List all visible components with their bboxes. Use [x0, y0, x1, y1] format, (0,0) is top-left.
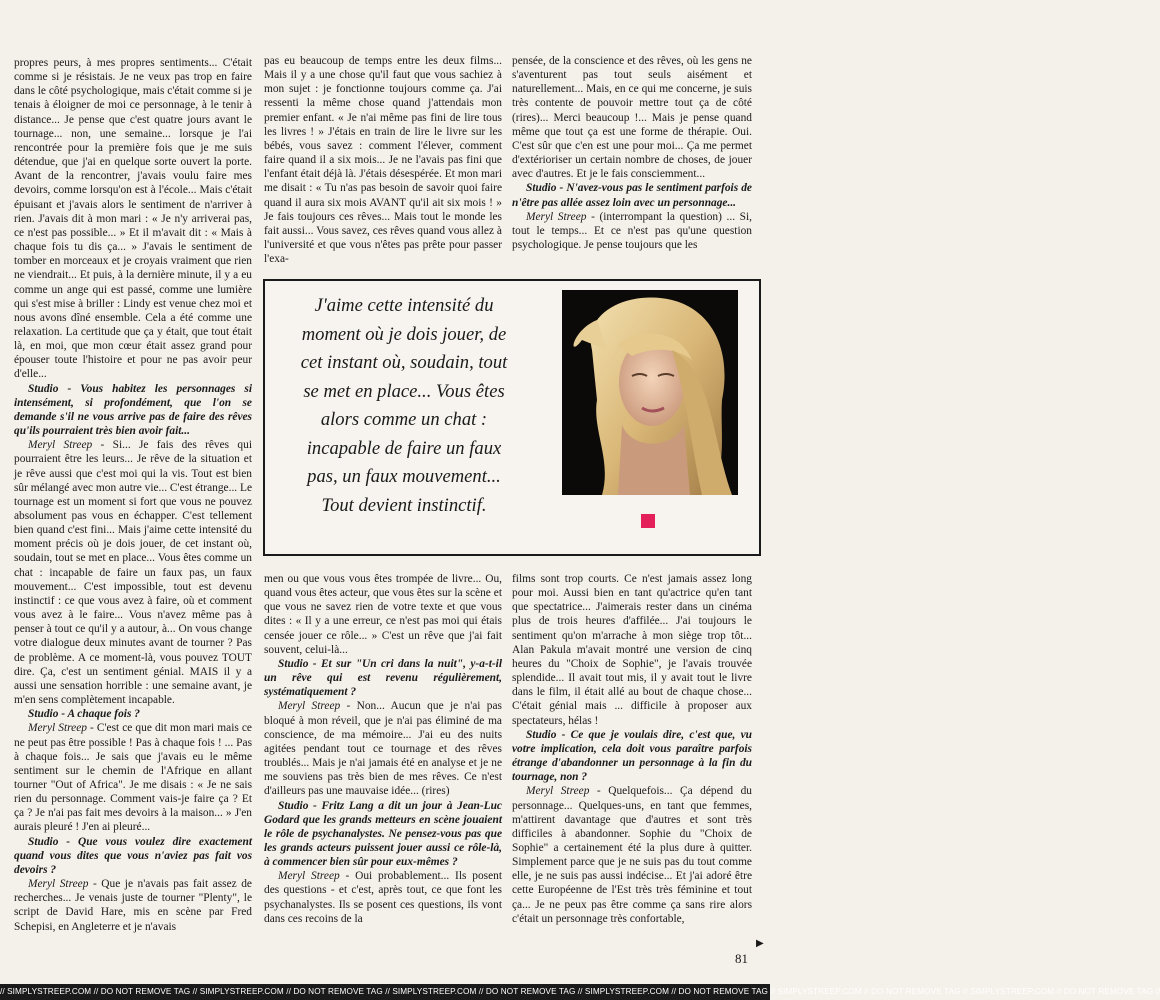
paragraph-text: Quelquefois... Ça dépend du personnage... Quelques-uns, en tant que femmes, m'attirent davantage que d'autres et sont très difficiles à abandonner. Sophie du "Choix de Sophie" a certainement été la plus dure à quitter. Simplement parce que je ne suis pas du tout comme elle, je ne suis pas aussi indécise... Et j'ai adoré être cette Européenne de l'Est très très féminine et tout ça... Je ne peux pas être comme ça sans rire alors c'était un personnage très confortable, [512, 785, 752, 925]
column-2-bottom [264, 572, 502, 926]
paragraph-text: C'est ce que dit mon mari mais ce ne peut pas être possible ! Pas à chaque fois ! ... Pas à chaque fois... Je sais que j'avais eu le même sentiment sur le chemin de l'Afrique en allant tourner "Out of Africa". Je me disais : « Je ne sais rien du personnage. Comment vais-je faire ça ? Et ça ? Je n'ai pas fait mes devoirs à la maison... » J'en aurais pleuré ! J'en ai pleuré... [14, 722, 252, 834]
paragraph-text: propres peurs, à mes propres sentiments... C'était comme si je résistais. Je ne veux pas trop en faire dans le côté psychologique, mais c'était comme si je tenais à éloigner de moi ce personnage, à le tenir à distance... Je pense que c'est quatre jours avant le tournage... non, une semaine... lorsque je l'ai rencontrée pour la première fois que je me suis détendue, que j'ai en quelque sorte ouvert la porte. Avant de la rencontrer, j'avais voulu faire mes devoirs, comme lorsqu'on est à l'école... Mais c'était épuisant et j'avais alors le sentiment de n'arriver à rien. J'avais dit à mon mari : « Je n'y arriverai pas, ce n'est pas possible... » Et il m'avait dit : « Mais à chaque fois tu dis ça... » J'avais le sentiment de tomber en morceaux et je croyais vraiment que rien ne viendrait... Et puis, à la dernière minute, il y a eu comme un ange qui est passé, comme une lumière qui s'est mise à briller : Lindy est venue chez moi et nous avons dîné ensemble. Cela a été comme une relaxation. La certitude que ça y était, que tout était là, en moi, que mon cœur était assez grand pour épouser toute l'histoire et pour ne pas avoir peur d'elle... [14, 57, 252, 381]
speaker-label: Meryl Streep - [28, 878, 102, 891]
interview-question [14, 835, 252, 877]
paragraph [14, 56, 252, 382]
paragraph-text: Studio - A chaque fois ? [28, 708, 140, 721]
column-2-top [264, 54, 502, 266]
paragraph-text: Studio - Fritz Lang a dit un jour à Jean-Luc Godard que les grands metteurs en scène jouaient le rôle de psychanalystes. Ne pensez-vous pas que les grands acteurs puissent jouer aussi ce rôle-là, à commencer bien sûr pour eux-mêmes ? [264, 799, 502, 869]
paragraph [14, 877, 252, 934]
interview-question [512, 728, 752, 785]
paragraph [14, 721, 252, 834]
column-3-bottom [512, 572, 752, 926]
paragraph-text: Non... Aucun que je n'ai pas bloqué à mon réveil, que je n'ai pas éliminé de ma conscience, de ma mémoire... J'ai eu des nuits agitées pendant tout ce tournage et des rêves troublés... Mais je n'ai jamais été en analyse et je ne me souviens pas très bien de mes rêves. Ce n'est d'ailleurs pas une mauvaise idée... (rires) [264, 700, 502, 798]
paragraph [264, 572, 502, 657]
paragraph-text: Studio - Ce que je voulais dire, c'est que, vu votre implication, cela doit vous paraître parfois étrange d'abandonner un personnage à la fin du tournage, non ? [512, 728, 752, 784]
interview-question [264, 799, 502, 870]
paragraph-text: Studio - Vous habitez les personnages si intensément, si profondément, que l'on se demande s'il ne vous arrive pas de faire des rêves qu'ils pourraient très bien avoir fait... [14, 382, 252, 438]
page-number: 81 [735, 951, 748, 966]
paragraph-text: men ou que vous vous êtes trompée de livre... Ou, quand vous êtes acteur, que vous êtes sur la scène et que vous ne savez rien de votre texte et que vous dites : « Il y a une erreur, ce n'est pas moi qui étais censée jouer ce rôle... » C'est un rêve que j'ai fait souvent, celui-là... [264, 573, 502, 656]
paragraph-text: Que je n'avais pas fait assez de recherches... Je venais juste de tourner "Plenty", le script de David Hare, mis en scène par Fred Schepisi, en Angleterre et je n'avais [14, 878, 252, 933]
paragraph-text: pas eu beaucoup de temps entre les deux films... Mais il y a une chose qu'il faut que vous sachiez à mon sujet : je fonctionne toujours comme ça. J'ai ressenti la même chose quand j'attendais mon premier enfant. « Je n'ai même pas fini de lire tous les livres ! » J'étais en train de lire le livre sur les bébés, vous savez : comment l'élever, comment faire quand il a six mois... Je ne l'avais pas fini que l'enfant était déjà là. J'étais désespérée. Et mon mari me disait : « Tu n'as pas besoin de savoir quoi faire quand il aura six mois AVANT qu'il ait six mois ! » Je fais toujours ces rêves... Mais tout le monde les fait aussi... Vous savez, ces rêves quand vous allez à l'université et que vous n'êtes pas prête pour passer l'exa- [264, 55, 502, 266]
pull-quote: J'aime cette intensité du moment où je dois jouer, de cet instant où, soudain, tout se met en place... Vous êtes alors comme un chat : incapable de faire un faux pas, un faux mouvement... Tout devient instinctif. [300, 295, 508, 516]
speaker-label: Meryl Streep - [278, 700, 357, 713]
interview-question [264, 657, 502, 699]
paragraph-text: Studio - Et sur "Un cri dans la nuit", y-a-t-il un rêve qui est revenu régulièrement, systématiquement ? [264, 657, 502, 699]
interview-question [14, 382, 252, 439]
continue-arrow-icon: ▶ [756, 938, 764, 949]
paragraph [14, 438, 252, 707]
paragraph-text: pensée, de la conscience et des rêves, où les gens ne s'aventurent pas tout seuls aisément et naturellement... Mais, en ce qui me concerne, je suis très contente de pouvoir mettre tout ça de côté (rires)... Merci beaucoup !... Mais je pense quand même que tout ça est une forme de thérapie. Oui. C'est sûr que c'en est une pour moi... Ça me permet d'extérioriser un certain nombre de choses, de jouer avec d'autres. Et je le fais consciemment... [512, 55, 752, 181]
paragraph [512, 210, 752, 252]
interview-question [14, 707, 252, 721]
paragraph-text: Studio - Que vous voulez dire exactement quand vous dites que vous n'aviez pas fait vos devoirs ? [14, 835, 252, 876]
paragraph [512, 572, 752, 728]
speaker-label: Meryl Streep - [28, 722, 97, 735]
paragraph [512, 784, 752, 926]
paragraph-text: films sont trop courts. Ce n'est jamais assez long pour moi. Aussi bien en tant qu'actrice qu'en tant que spectatrice... J'aimerais rester dans un cinéma plus de trois heures d'affilée... J'ai toujours le sentiment qu'on m'arrache à mon siège trop tôt... Alan Pakula m'avait montré une version de cinq heures du "Choix de Sophie", je l'avais trouvée splendide... Il avait tout mis, il y avait tout le livre dans le film, il était allé au bout de chaque chose... C'était génial mais ... difficile à proposer aux spectateurs, hélas ! [512, 573, 752, 727]
paragraph-text: Studio - N'avez-vous pas le sentiment parfois de n'être pas allée assez loin avec un personnage... [512, 182, 752, 209]
watermark-strip: // SIMPLYSTREEP.COM // DO NOT REMOVE TAG // SIMPLYSTREEP.COM // DO NOT REMOVE TAG // SIMPLYSTREEP.COM // DO NOT REMOVE TAG // SIMPLYSTREEP.COM // DO NOT REMOVE TAG // SIMPLYSTREEP.COM // DO NOT REMOVE TAG // SIMPLYSTREEP.COM // DO NOT REMOVE TAG // [0, 984, 770, 1000]
speaker-label: Meryl Streep - [526, 785, 609, 798]
speaker-label: Meryl Streep - [278, 870, 356, 883]
column-3-top [512, 54, 752, 252]
speaker-label: Meryl Streep - [28, 439, 113, 452]
paragraph-text: Si... Je fais des rêves qui pourraient être les leurs... Je rêve de la situation et je rêve aussi que c'est moi qui la vis. Tout est bien sûr mélangé avec mon autre vie... C'est étrange... Le tournage est un moment si fort que vous ne pouvez absolument pas vous en échapper. C'est tellement bien quand c'est fini... Mais j'aime cette intensité du moment précis où je dois jouer, de cet instant où, soudain, tout se met en place... Vous êtes comme un chat : incapable de faire un faux pas, un faux mouvement... C'est impossible, tout est devenu instinctif : ce que vous avez à faire, où et comment vous avez à le faire... Vous n'avez même pas à penser à tout ce qu'il y a autour, à... On vous change votre dialogue deux minutes avant de tourner ? Pas de problème. A ce moment-là, vous pouvez TOUT dire. Ça, c'est un sentiment génial. MAIS il y a aussi une sensation horrible : une semaine avant, je m'en sens complètement incapable. [14, 439, 252, 707]
portrait-photo [562, 290, 738, 495]
column-1 [14, 56, 252, 934]
paragraph [512, 54, 752, 181]
accent-square [641, 514, 655, 528]
paragraph [264, 869, 502, 926]
paragraph [264, 54, 502, 266]
paragraph-text: Oui probablement... Ils posent des questions - et c'est, après tout, ce que font les psychanalystes. Ils se posent ces questions, ils vont dans ces recoins de la [264, 870, 502, 925]
speaker-label: Meryl Streep - [526, 210, 600, 223]
interview-question [512, 181, 752, 209]
paragraph [264, 699, 502, 798]
paragraph-text: (interrompant la question) ... Si, tout le temps... Et ce n'est pas qu'une question psychologique. Je pense toujours que les [512, 210, 752, 252]
